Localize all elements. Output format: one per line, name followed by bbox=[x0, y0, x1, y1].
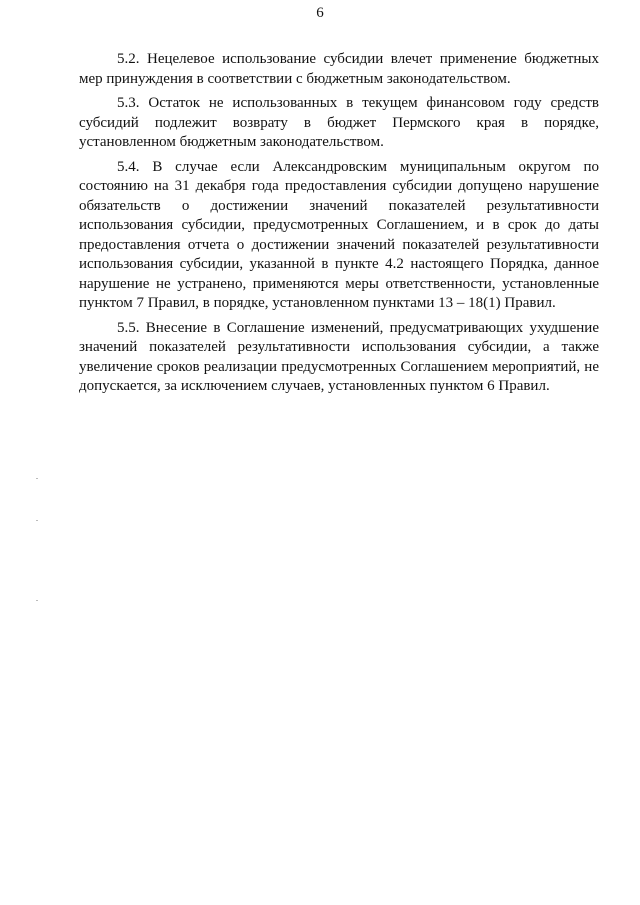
scan-mark bbox=[36, 478, 38, 479]
page-number: 6 bbox=[316, 5, 324, 21]
scan-mark bbox=[36, 600, 38, 601]
scan-mark bbox=[36, 520, 38, 521]
paragraph-5-5: 5.5. Внесение в Соглашение изменений, предусматривающих ухудшение значений показателей результативности использования субсидии, а также увеличение сроков реализации предусмотренных Соглашением мероприятий, не допускается, за исключением случаев, установленных пунктом 6 Правил. bbox=[79, 319, 599, 394]
paragraph-5-2: 5.2. Нецелевое использование субсидии влечет применение бюджетных мер принуждения в соответствии с бюджетным законодательством. bbox=[79, 51, 599, 87]
paragraph-5-3: 5.3. Остаток не использованных в текущем финансовом году средств субсидий подлежит возврату в бюджет Пермского края в порядке, установленном бюджетным законодательством. bbox=[79, 95, 599, 150]
document-body bbox=[79, 50, 599, 402]
paragraph-5-4: 5.4. В случае если Александровским муниципальным округом по состоянию на 31 декабря года предоставления субсидии допущено нарушение обязательств о достижении значений показателей результативности использования субсидии, предусмотренных Соглашением, и в срок до даты предоставления отчета о достижении значений показателей результативности использования субсидии, указанной в пункте 4.2 настоящего Порядка, данное нарушение не устранено, применяются меры ответственности, установленные пунктом 7 Правил, в порядке, установленном пунктами 13 – 18(1) Правил. bbox=[79, 158, 599, 311]
